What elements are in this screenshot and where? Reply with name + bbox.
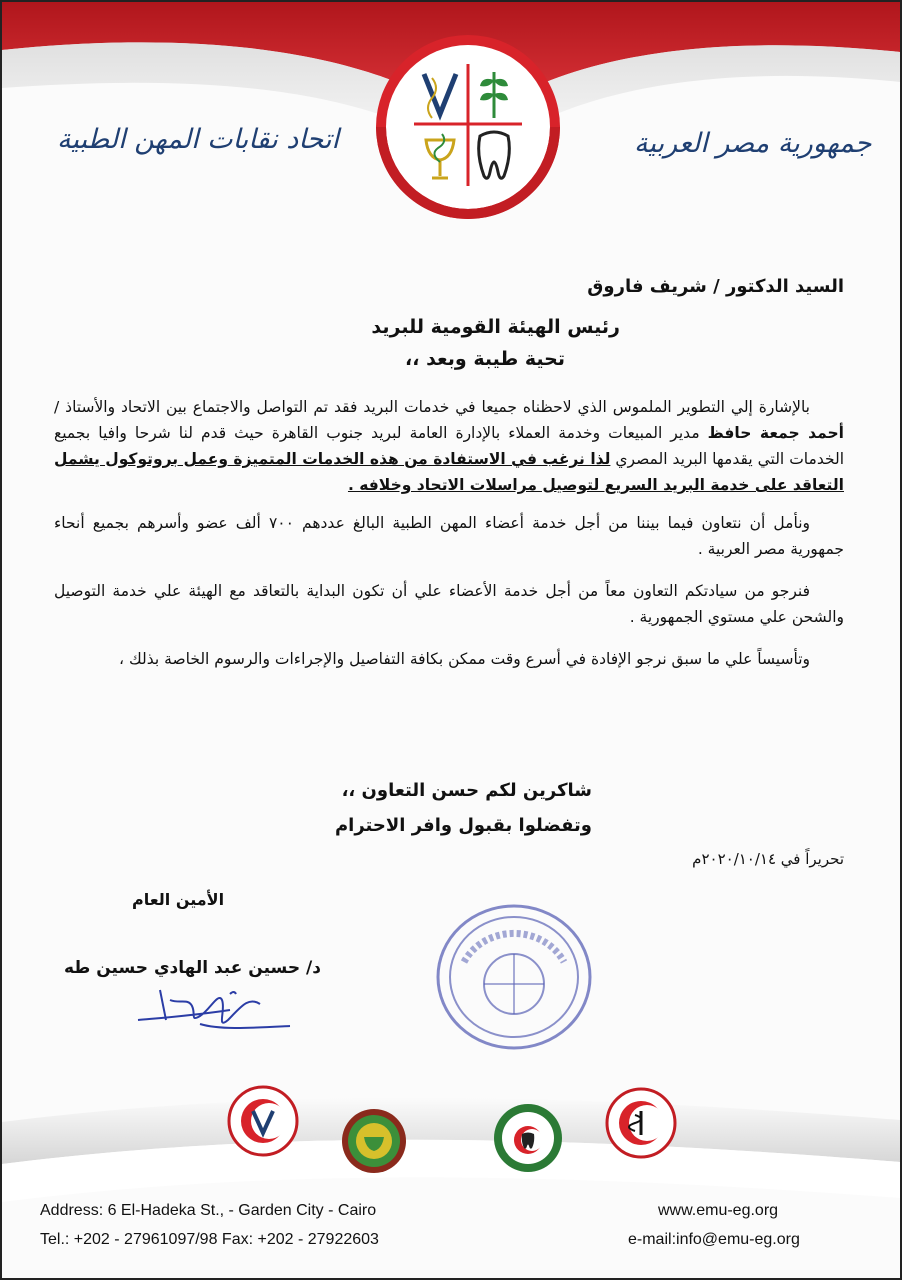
v-letter-logo-icon [424, 74, 456, 118]
closing-respect: وتفضلوا بقبول وافر الاحترام [334, 815, 592, 836]
paragraph-1-text-b: مدير المبيعات وخدمة العملاء بالإدارة العامة لبريد جنوب القاهرة حيث قدم لنا شرحا وافيا بجميع الخدمات التي يقدمها البريد المصري [54, 424, 844, 468]
paragraph-1 [54, 394, 844, 498]
signatory-title: الأمين العام [132, 890, 225, 909]
paragraph-3-text: فنرجو من سيادتكم التعاون معاً من أجل خدمة الأعضاء علي أن تكون البداية بالتعاقد مع الهيئة علي خدمة التوصيل والشحن علي مستوي الجمهورية . [54, 582, 844, 626]
medical-badge-icon [605, 1087, 677, 1159]
header-right-title: جمهورية مصر العربية [634, 128, 872, 159]
tooth-icon [479, 132, 510, 178]
paragraph-2 [54, 510, 844, 562]
official-stamp-image [434, 902, 594, 1052]
footer-address: Address: 6 El-Hadeka St., - Garden City - Cairo [40, 1202, 377, 1219]
paragraph-2-text: ونأمل أن نتعاون فيما بيننا من أجل خدمة أعضاء المهن الطبية البالغ عددهم ٧٠٠ ألف عضو وأسرهم بجميع أنحاء جمهورية مصر العربية . [54, 514, 844, 558]
letter-date: تحريراً في ٢٠٢٠/١٠/١٤م [692, 850, 844, 868]
addressee-title: رئيس الهيئة القومية للبريد [371, 316, 620, 338]
greeting: تحية طيبة وبعد ،، [405, 348, 565, 370]
signatory-name: د/ حسين عبد الهادي حسين طه [64, 958, 321, 978]
paragraph-3 [54, 578, 844, 630]
footer-phone-fax: Tel.: +202 - 27961097/98 Fax: +202 - 27922603 [40, 1231, 379, 1248]
dental-badge [492, 1102, 564, 1174]
pharmacy-cup-icon [426, 134, 454, 178]
paragraph-1-name: أحمد جمعة حافظ [707, 424, 844, 442]
addressee-line: السيد الدكتور / شريف فاروق [587, 276, 844, 297]
signature-image [130, 980, 300, 1040]
paragraph-1-request: لذا نرغب في الاستفادة من هذه الخدمات المتميزة وعمل بروتوكول يشمل التعاقد على خدمة البريد السريع لتوصيل مراسلات الاتحاد وخلافه . [54, 450, 844, 494]
pharmacy-badge [340, 1107, 408, 1175]
header-left-title: اتحاد نقابات المهن الطبية [57, 124, 339, 155]
footer-email-link[interactable]: e-mail:info@emu-eg.org [628, 1231, 800, 1248]
veterinary-badge [227, 1085, 299, 1157]
paragraph-4 [54, 646, 844, 672]
letter-sheet [2, 2, 900, 1278]
closing-thanks: شاكرين لكم حسن التعاون ،، [341, 780, 592, 801]
paragraph-1-text-a: بالإشارة إلي التطوير الملموس الذي لاحظناه جميعا في خدمات البريد فقد تم التواصل والاجتماع بين الاتحاد والأستاذ / [54, 398, 810, 416]
letter-body [54, 394, 844, 672]
plant-logo-icon [480, 72, 508, 118]
union-logo [412, 62, 524, 188]
footer-website-link[interactable]: www.emu-eg.org [658, 1202, 779, 1219]
paragraph-4-text: وتأسيساً علي ما سبق نرجو الإفادة في أسرع وقت ممكن بكافة التفاصيل والإجراءات والرسوم الخاصة بذلك ، [119, 650, 810, 668]
